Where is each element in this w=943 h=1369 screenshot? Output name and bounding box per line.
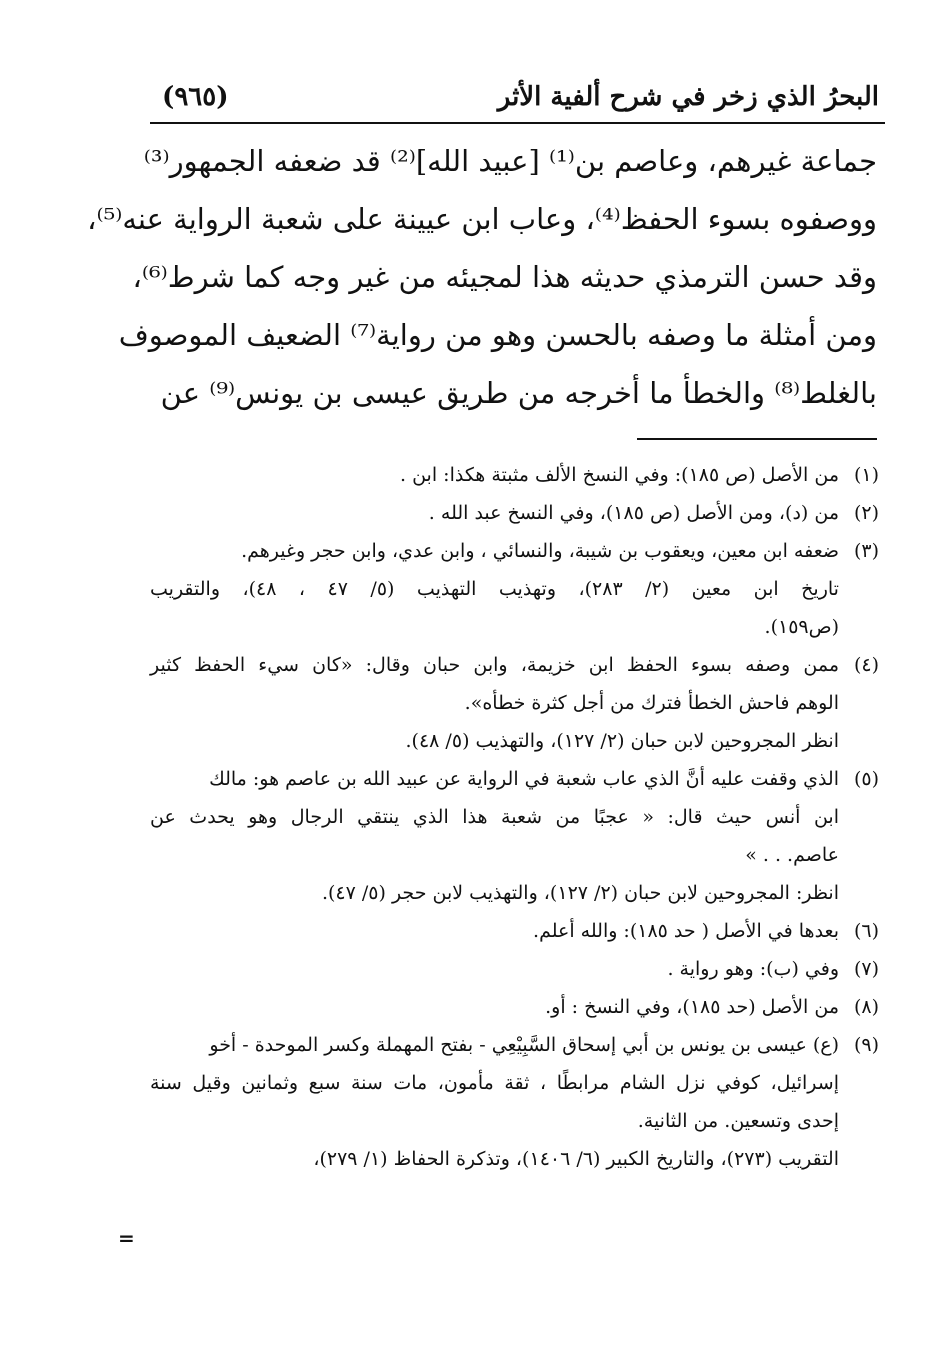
footnote-number: (٥) <box>853 768 879 790</box>
page-number: (٩٦٥) <box>162 82 229 112</box>
footnote-1 <box>150 456 879 494</box>
footnotes <box>150 456 879 1178</box>
main-text-line: وقد حسن الترمذي حديثه هذا لمجيئه من غير وجه كما شرط⁽⁶⁾، <box>132 260 877 294</box>
footnote-line: عاصم. . . » <box>745 844 839 866</box>
footnote-line: التقريب (٢٧٣)، والتاريخ الكبير (٦/ ١٤٠٦)، وتذكرة الحفاظ (١/ ٢٧٩)، <box>313 1148 839 1170</box>
main-text-line: ووصفوه بسوء الحفظ⁽⁴⁾، وعاب ابن عيينة على شعبة الرواية عنه⁽⁵⁾، <box>87 202 877 236</box>
footnote-line: الوهم فاحش الخطأ فترك من أجل كثرة خطأه». <box>464 692 839 714</box>
footnote-line: (ص١٥٩). <box>764 616 839 638</box>
footnote-line: من الأصل (حد ١٨٥)، وفي النسخ : أو. <box>545 996 839 1018</box>
footnote-number: (٦) <box>853 920 879 942</box>
continuation-mark: = <box>118 1226 135 1250</box>
footnote-line: ضعفه ابن معين، ويعقوب بن شيبة، والنسائي ، وابن عدي، وابن حجر وغيرهم. <box>241 540 839 562</box>
footnote-number: (٣) <box>853 540 879 562</box>
footnote-line: ابن أنس حيث قال: « عجبًا من شعبة هذا الذي ينتقي الرجال وهو يحدث عن <box>150 806 839 828</box>
footnote-6 <box>150 912 879 950</box>
footnote-number: (٧) <box>853 958 879 980</box>
footnote-4 <box>150 646 879 760</box>
footnote-line: وفي (ب): وهو رواية . <box>667 958 839 980</box>
page-header <box>150 78 885 124</box>
footnote-7 <box>150 950 879 988</box>
footnote-line: بعدها في الأصل ( حد ١٨٥): والله أعلم. <box>533 920 839 942</box>
footnote-5 <box>150 760 879 912</box>
footnote-line: إسرائيل، كوفي نزل الشام مرابطًا ، ثقة مأمون، مات سنة سبع وثمانين وقيل سنة <box>150 1072 839 1094</box>
footnote-line: تاريخ ابن معين (٢/ ٢٨٣)، وتهذيب التهذيب (٥/ ٤٧ ، ٤٨)، والتقريب <box>150 578 839 600</box>
footnote-separator <box>637 438 877 440</box>
footnote-number: (٤) <box>853 654 879 676</box>
footnote-3 <box>150 532 879 646</box>
running-title: البحرُ الذي زخر في شرح ألفية الأثر <box>497 82 879 112</box>
footnote-line: انظر: المجروحين لابن حبان (٢/ ١٢٧)، والتهذيب لابن حجر (٥/ ٤٧). <box>321 882 839 904</box>
footnote-line: ممن وصفه بسوء الحفظ ابن خزيمة، وابن حبان وقال: «كان سيء الحفظ كثير <box>150 654 839 676</box>
footnote-line: إحدى وتسعين. من الثانية. <box>637 1110 839 1132</box>
footnote-line: الذي وقفت عليه أنَّ الذي عاب شعبة في الرواية عن عبيد الله بن عاصم هو: مالك <box>209 768 839 790</box>
footnote-number: (٨) <box>853 996 879 1018</box>
main-text-line: ومن أمثلة ما وصفه بالحسن وهو من رواية⁽⁷⁾ الضعيف الموصوف <box>118 318 877 352</box>
footnote-line: من الأصل (ص ١٨٥): وفي النسخ الألف مثبتة هكذا: ابن . <box>400 464 839 486</box>
main-text-line: بالغلط⁽⁸⁾ والخطأ ما أخرجه من طريق عيسى بن يونس⁽⁹⁾ عن <box>160 376 877 410</box>
footnote-number: (٢) <box>853 502 879 524</box>
footnote-2 <box>150 494 879 532</box>
footnote-line: (ع) عيسى بن يونس بن أبي إسحاق السَّبِيْعِي - بفتح المهملة وكسر الموحدة - أخو <box>209 1034 839 1056</box>
footnote-number: (١) <box>853 464 879 486</box>
footnote-9 <box>150 1026 879 1178</box>
footnote-line: من (د)، ومن الأصل (ص ١٨٥)، وفي النسخ عبد الله . <box>428 502 839 524</box>
main-text <box>87 132 877 422</box>
footnote-number: (٩) <box>853 1034 879 1056</box>
footnote-8 <box>150 988 879 1026</box>
footnote-line: انظر المجروحين لابن حبان (٢/ ١٢٧)، والتهذيب (٥/ ٤٨). <box>405 730 839 752</box>
main-text-line: جماعة غيرهم، وعاصم بن⁽¹⁾ [عبيد الله]⁽²⁾ قد ضعفه الجمهور⁽³⁾ <box>143 144 877 178</box>
